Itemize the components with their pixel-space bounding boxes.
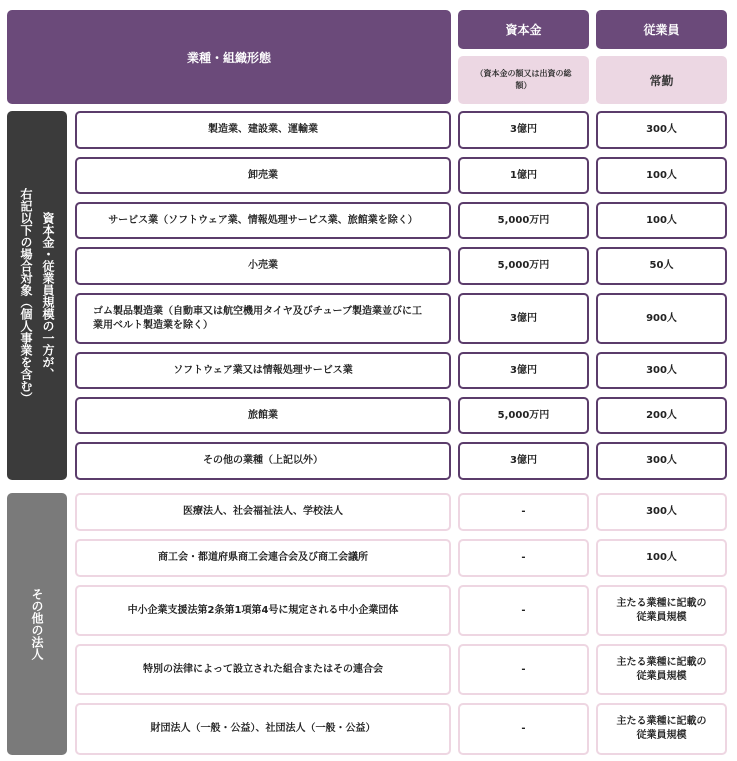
capital-cell: 5,000万円 — [458, 247, 589, 285]
industry-cell: 特別の法律によって設立された組合またはその連合会 — [75, 644, 451, 695]
capital-cell: 1億円 — [458, 157, 589, 194]
employees-cell: 200人 — [596, 397, 727, 434]
capital-cell: - — [458, 585, 589, 636]
capital-cell: 3億円 — [458, 352, 589, 389]
industry-cell: その他の業種（上記以外） — [75, 442, 451, 480]
capital-cell: - — [458, 644, 589, 695]
industry-cell: 小売業 — [75, 247, 451, 285]
capital-cell: 5,000万円 — [458, 397, 589, 434]
header-employees-note — [596, 56, 727, 104]
industry-cell: 旅館業 — [75, 397, 451, 434]
header-industry-label: 業種・組織形態 — [186, 50, 271, 65]
employees-cell: 100人 — [596, 202, 727, 239]
industry-cell: 医療法人、社会福祉法人、学校法人 — [75, 493, 451, 531]
section1-side-label — [7, 111, 67, 480]
employees-cell: 300人 — [596, 352, 727, 389]
section2-side-label — [7, 493, 67, 755]
employees-note-text: 常勤 — [649, 73, 674, 88]
capital-cell: - — [458, 493, 589, 531]
industry-cell: ソフトウェア業又は情報処理サービス業 — [75, 352, 451, 389]
header-capital-label: 資本金 — [505, 23, 542, 37]
section2-side-text: その他の法人 — [30, 588, 44, 660]
industry-cell: 財団法人（一般・公益）、社団法人（一般・公益） — [75, 703, 451, 755]
industry-cell: 中小企業支援法第2条第1項第4号に規定される中小企業団体 — [75, 585, 451, 636]
header-industry-type — [7, 10, 451, 104]
employees-cell: 50人 — [596, 247, 727, 285]
section1-side-line2: 右記以下の場合対象（個人事業を含む） — [19, 187, 33, 404]
employees-cell: 300人 — [596, 111, 727, 149]
employees-cell: 300人 — [596, 442, 727, 480]
section1-side-text — [15, 188, 59, 404]
employees-cell: 主たる業種に記載の従業員規模 — [596, 644, 727, 695]
industry-cell: 卸売業 — [75, 157, 451, 194]
header-capital-note — [458, 56, 589, 104]
employees-cell: 主たる業種に記載の従業員規模 — [596, 703, 727, 755]
header-employees — [596, 10, 727, 49]
capital-cell: 3億円 — [458, 442, 589, 480]
capital-note-text: （資本金の額又は出資の総額） — [475, 69, 572, 90]
industry-cell: ゴム製品製造業（自動車又は航空機用タイヤ及びチューブ製造業並びに工業用ベルト製造業を除く） — [75, 293, 451, 344]
header-employees-label: 従業員 — [643, 23, 680, 37]
capital-cell: - — [458, 539, 589, 577]
capital-cell: 3億円 — [458, 111, 589, 149]
employees-cell: 100人 — [596, 157, 727, 194]
employees-cell: 900人 — [596, 293, 727, 344]
employees-cell: 主たる業種に記載の従業員規模 — [596, 585, 727, 636]
capital-cell: - — [458, 703, 589, 755]
industry-cell: 製造業、建設業、運輸業 — [75, 111, 451, 149]
capital-cell: 3億円 — [458, 293, 589, 344]
employees-cell: 100人 — [596, 539, 727, 577]
capital-cell: 5,000万円 — [458, 202, 589, 239]
header-capital — [458, 10, 589, 49]
industry-cell: サービス業（ソフトウェア業、情報処理サービス業、旅館業を除く） — [75, 202, 451, 239]
employees-cell: 300人 — [596, 493, 727, 531]
industry-cell: 商工会・都道府県商工会連合会及び商工会議所 — [75, 539, 451, 577]
section1-side-line1: 資本金・従業員規模の一方が、 — [41, 211, 55, 380]
